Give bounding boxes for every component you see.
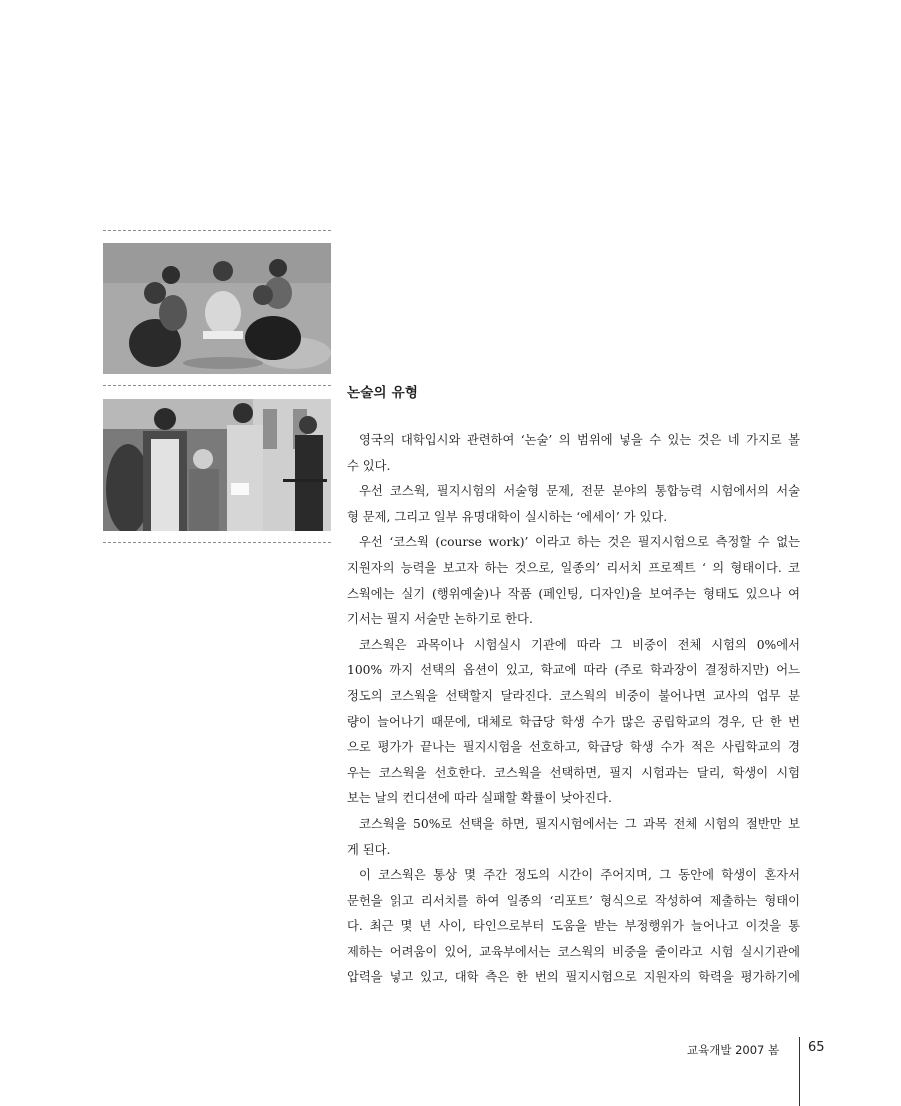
divider-bottom [103,542,331,543]
photo-students-building-image [103,399,331,531]
photo-students-building [103,399,331,531]
text-line: 우선 ‘코스웍 (course work)’ 이라고 하는 것은 필지시험으로 측정할 수 없는 [359,535,800,550]
footer-issue-label: 교육개발 2007 봄 [687,1043,780,1057]
text-line: 보는 날의 컨디션에 따라 실패할 확률이 낮아진다. [347,791,612,806]
text-line: 영국의 대학입시와 관련하여 ‘논술’ 의 범위에 넣을 수 있는 것은 네 가지로 볼 [359,433,800,447]
photo-students-sitting [103,243,331,374]
text-line: 압력을 넣고 있고, 대학 측은 한 번의 필지시험으로 지원자의 학력을 평가하기에 [347,970,800,985]
text-line: 우선 코스웍, 필지시험의 서술형 문제, 전문 분야의 통합능력 시험에서의 서술 [359,484,800,499]
text-line: 량이 늘어나기 때문에, 대체로 학급당 학생 수가 많은 공립학교의 경우, 단 한 번 [347,714,800,729]
text-line: 기서는 필지 서술만 논하기로 한다. [347,612,533,627]
text-line: 으로 평가가 끝나는 필지시험을 선호하고, 학급당 학생 수가 적은 사립학교의 경 [347,740,800,755]
text-line: 스웍에는 실기 (행위예술)나 작품 (페인팅, 디자인)을 보여주는 형태도 있으나 여 [347,586,800,601]
text-line: 100% 까지 선택의 옵션이 있고, 학교에 따라 (주로 학과장이 결정하지만) 어느 [347,663,800,678]
text-line: 문헌을 읽고 리서치를 하여 일종의 ‘리포트’ 형식으로 작성하여 제출하는 형태이 [347,893,800,908]
text-line: 코스웍을 50%로 선택을 하면, 필지시험에서는 그 과목 전체 시험의 절반만 보 [359,816,800,831]
article-body [347,428,800,991]
text-line: 코스웍은 과목이나 시험실시 기관에 따라 그 비중이 전체 시험의 0%에서 [359,637,800,652]
section-heading: 논술의 유형 [347,385,419,401]
text-line: 지원자의 능력을 보고자 하는 것으로, 일종의’ 리서치 프로젝트 ‘ 의 형태이다. 코 [347,560,800,575]
divider-middle [103,385,331,386]
text-line: 정도의 코스웍을 선택할지 달라진다. 코스웍의 비중이 불어나면 교사의 업무 분 [347,688,800,703]
text-line: 수 있다. [347,458,391,473]
text-line: 제하는 어려움이 있어, 교육부에서는 코스웍의 비중을 줄이라고 시험 실시기관에 [347,944,800,959]
photo-students-sitting-image [103,243,331,374]
text-line: 다. 최근 몇 년 사이, 타인으로부터 도움을 받는 부정행위가 늘어나고 이것을 통 [347,919,800,934]
text-line: 게 된다. [347,842,391,857]
text-line: 형 문제, 그리고 일부 유명대학이 실시하는 ‘에세이’ 가 있다. [347,509,668,524]
text-line: 이 코스웍은 통상 몇 주간 정도의 시간이 주어지며, 그 동안에 학생이 혼자서 [359,868,800,883]
page-number: 65 [808,1040,825,1055]
footer-divider [799,1037,800,1106]
text-line: 우는 코스웍을 선호한다. 코스웍을 선택하면, 필지 시험과는 달리, 학생이 시험 [347,765,800,780]
divider-top [103,230,331,231]
